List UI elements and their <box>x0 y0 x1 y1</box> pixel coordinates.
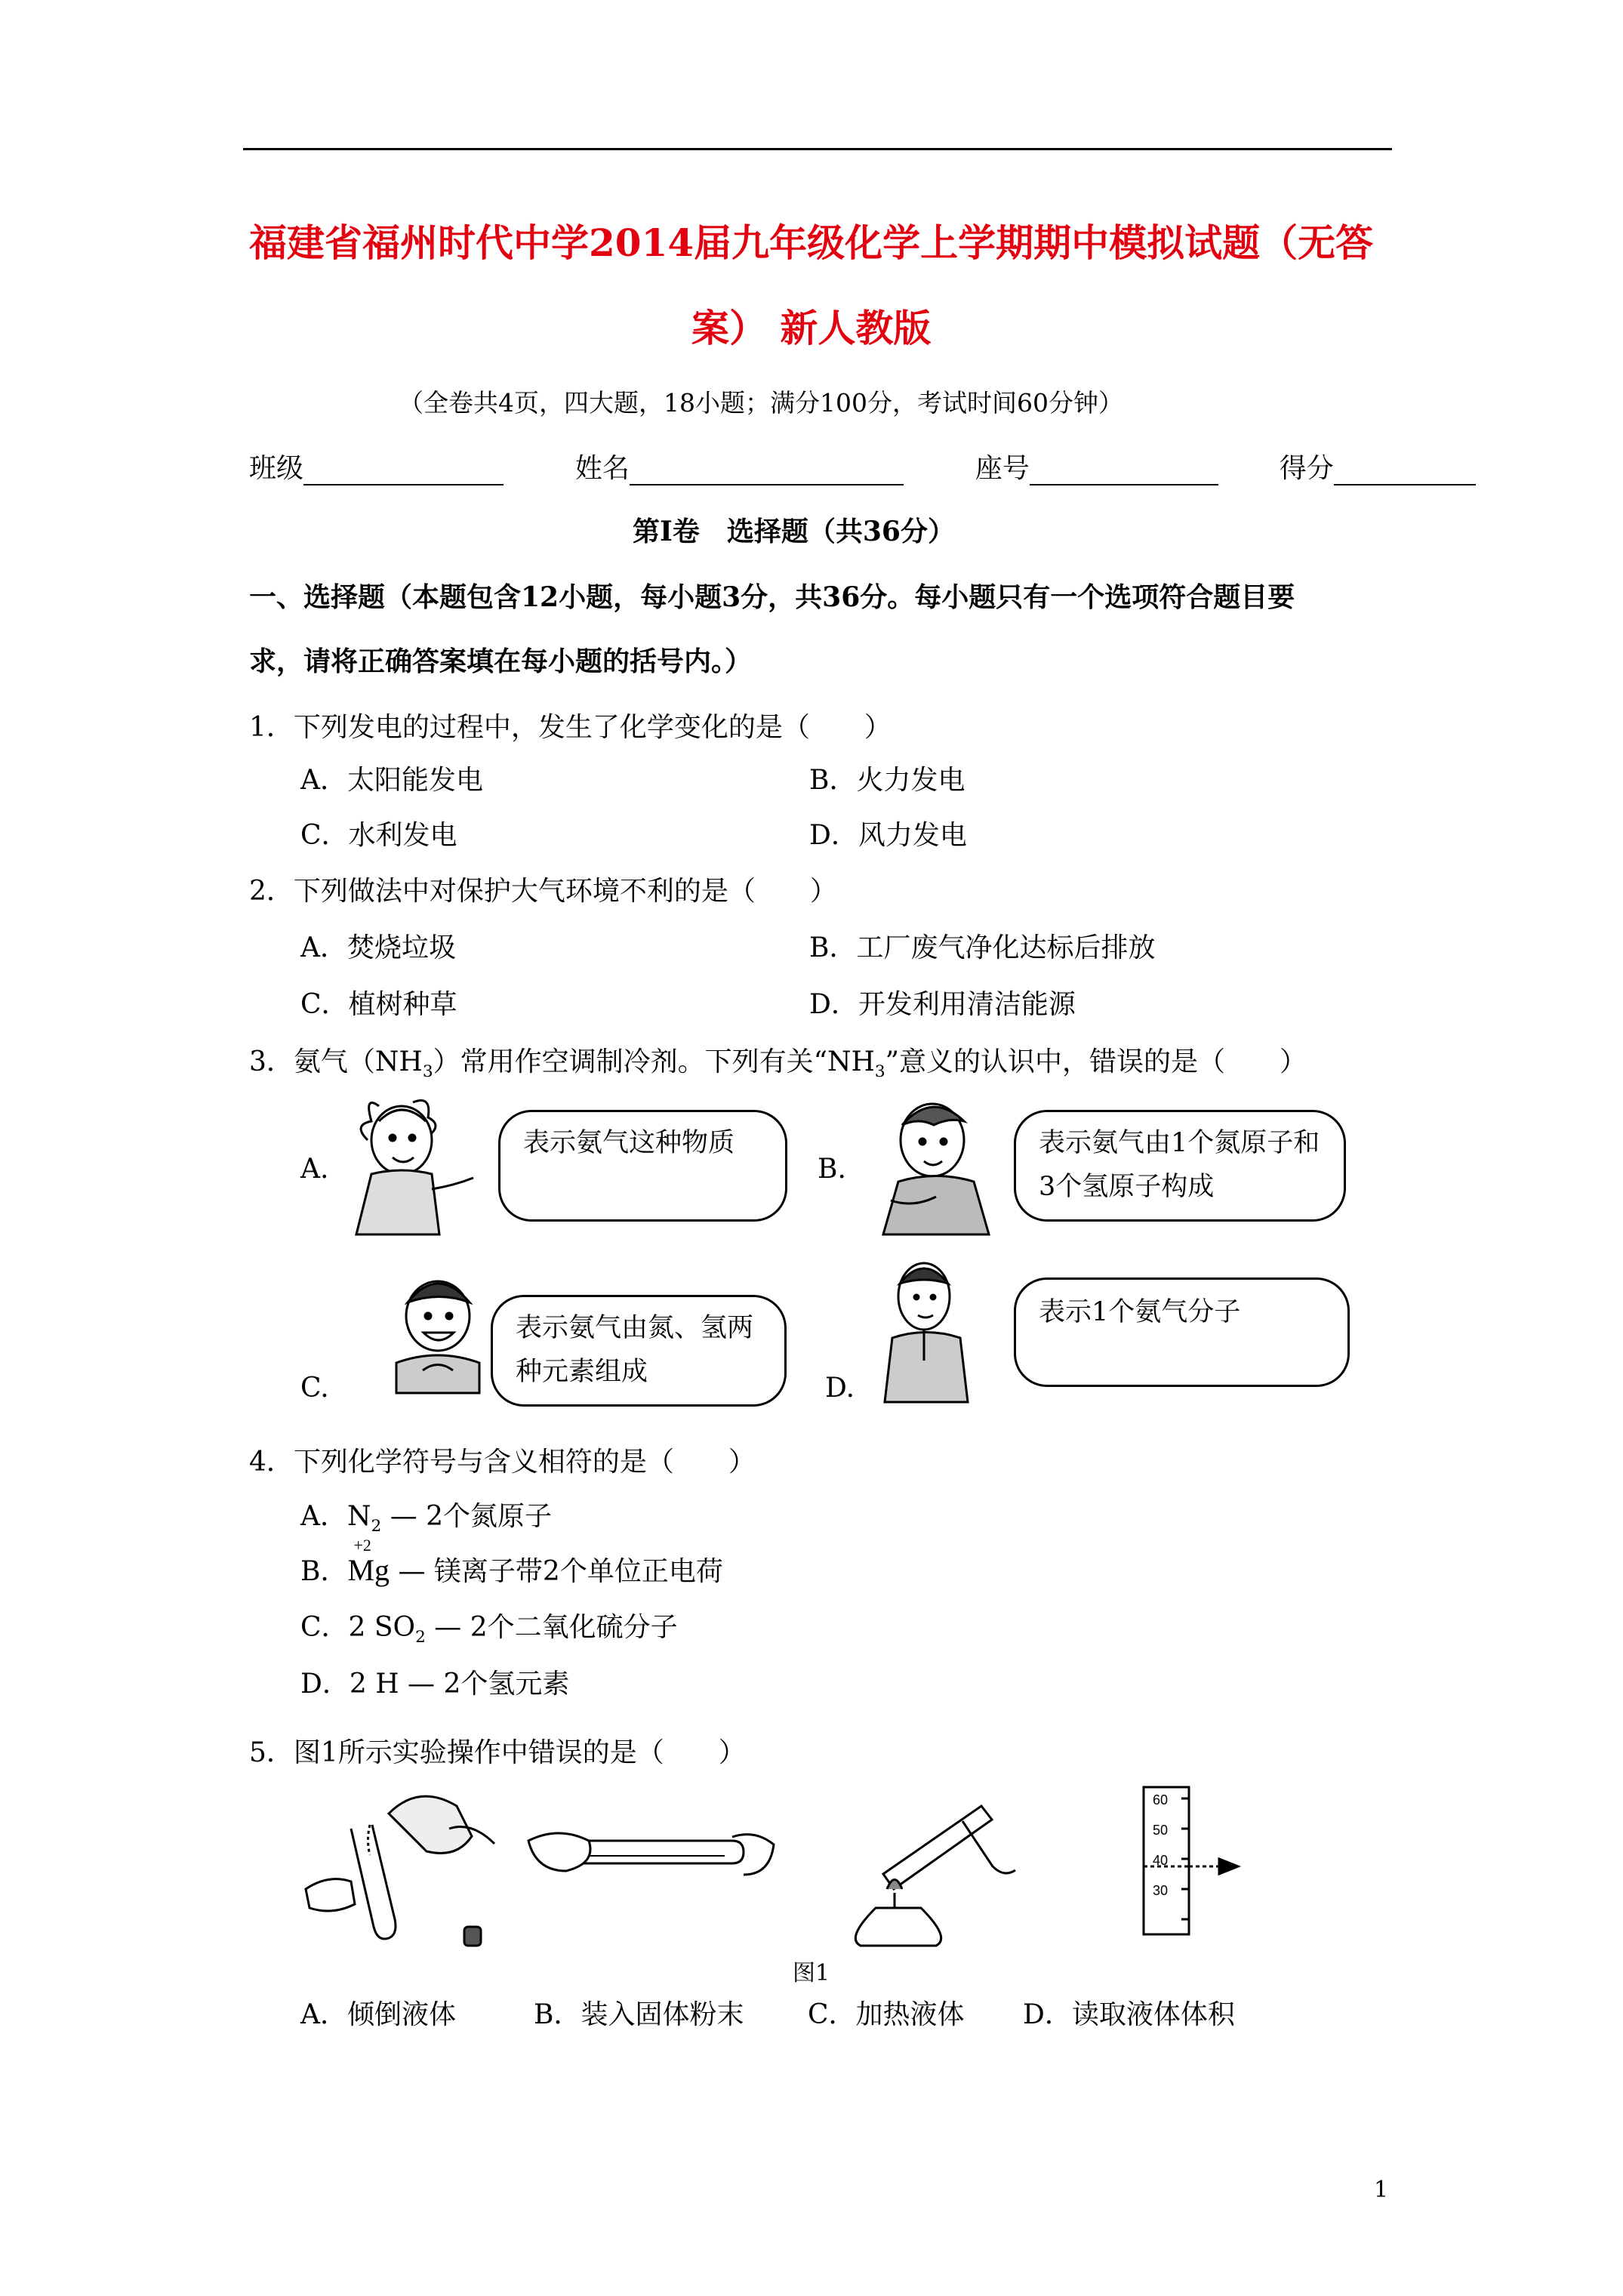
q3-option-d-label: D. <box>825 1373 855 1404</box>
q2-option-a: A．焚烧垃圾 <box>300 932 456 963</box>
q4-option-b: B． +2 Mg — 镁离子带2个单位正电荷 <box>300 1536 723 1587</box>
q2-stem: 2．下列做法中对保护大气环境不利的是（ ） <box>249 876 837 907</box>
q1-stem: 1．下列发电的过程中，发生了化学变化的是（ ） <box>249 712 892 743</box>
q3-option-b-bubble: 表示氨气由1个氮原子和3个氢原子构成 <box>1014 1110 1346 1222</box>
q3-stem: 3．氨气$(NH_3)$常用作空调制冷剂。下列有关“$NH_3$”意义的认识中，错误的是（ ） <box>249 1046 1307 1082</box>
q5-option-a: A．倾倒液体 <box>300 1999 456 2030</box>
student-info-row <box>249 447 1476 485</box>
q5-option-c: C．加热液体 <box>808 1999 965 2030</box>
seat-label: 座号 <box>975 453 1030 484</box>
q5-option-d: D．读取液体体积 <box>1023 1999 1235 2030</box>
q1-option-a: A．太阳能发电 <box>300 765 483 796</box>
pouring-liquid-illustration <box>298 1783 502 1953</box>
tick-30: 30 <box>1153 1883 1169 1898</box>
q5-stem: 5．图1所示实验操作中错误的是（ ） <box>249 1737 746 1768</box>
valence-mark: +2 <box>353 1536 371 1555</box>
tick-50: 50 <box>1153 1823 1169 1838</box>
section-title: 第Ⅰ卷 选择题（共36分） <box>633 516 955 547</box>
page-number: 1 <box>1374 2177 1389 2203</box>
q3-option-c-label: C. <box>300 1373 329 1404</box>
class-label: 班级 <box>249 453 304 484</box>
q2-option-b: B．工厂废气净化达标后排放 <box>809 932 1156 963</box>
instructions-line-2: 求，请将正确答案填在每小题的括号内。） <box>249 646 753 677</box>
score-label: 得分 <box>1279 453 1334 484</box>
q4-option-a: A．$N_2$ — 2个氮原子 <box>300 1501 553 1536</box>
girl-figure-icon <box>349 1091 477 1242</box>
q4-option-c: C．2 $SO_2$ — 2个二氧化硫分子 <box>300 1612 678 1647</box>
score-field[interactable] <box>1334 484 1476 485</box>
tick-40: 40 <box>1153 1853 1169 1868</box>
tick-60: 60 <box>1153 1792 1169 1808</box>
q5-option-b: B．装入固体粉末 <box>534 1999 744 2030</box>
q4-stem: 4．下列化学符号与含义相符的是（ ） <box>249 1447 756 1478</box>
figure-caption: 图1 <box>793 1960 830 1986</box>
instructions-line-1: 一、选择题（本题包含12小题，每小题3分，共36分。每小题只有一个选项符合题目要 <box>249 581 1295 613</box>
exam-subtitle: （全卷共4页，四大题，18小题；满分100分，考试时间60分钟） <box>399 388 1123 418</box>
reading-volume-illustration <box>1113 1783 1246 1938</box>
mg-symbol: Mg <box>347 1553 390 1587</box>
name-label: 姓名 <box>574 453 630 484</box>
class-field[interactable] <box>303 484 504 485</box>
q1-option-b: B．火力发电 <box>809 765 965 796</box>
smiling-boy-figure-icon <box>381 1272 494 1397</box>
boy-figure-icon <box>868 1095 1004 1238</box>
q3-option-c-bubble: 表示氨气由氮、氢两种元素组成 <box>491 1295 787 1407</box>
q4-option-d: D．2 H — 2个氢元素 <box>300 1669 570 1700</box>
name-field[interactable] <box>630 484 904 485</box>
q3-option-d-bubble: 表示1个氨气分子 <box>1014 1277 1350 1387</box>
title-line-2: 案） 新人教版 <box>691 306 932 350</box>
heating-liquid-illustration <box>830 1783 1027 1949</box>
q1-option-d: D．风力发电 <box>809 820 967 851</box>
q3-option-a-bubble: 表示氨气这种物质 <box>498 1110 787 1222</box>
adding-powder-illustration <box>521 1803 781 1901</box>
q2-option-d: D．开发利用清洁能源 <box>809 989 1076 1020</box>
man-figure-icon <box>870 1255 983 1406</box>
seat-field[interactable] <box>1030 484 1218 485</box>
q3-option-a-label: A. <box>300 1154 329 1185</box>
q2-option-c: C．植树种草 <box>300 989 457 1020</box>
header-rule <box>243 148 1392 150</box>
q3-option-b-label: B. <box>818 1154 846 1185</box>
title-line-1: 福建省福州时代中学2014届九年级化学上学期期中模拟试题（无答 <box>249 220 1374 265</box>
q1-option-c: C．水利发电 <box>300 820 457 851</box>
